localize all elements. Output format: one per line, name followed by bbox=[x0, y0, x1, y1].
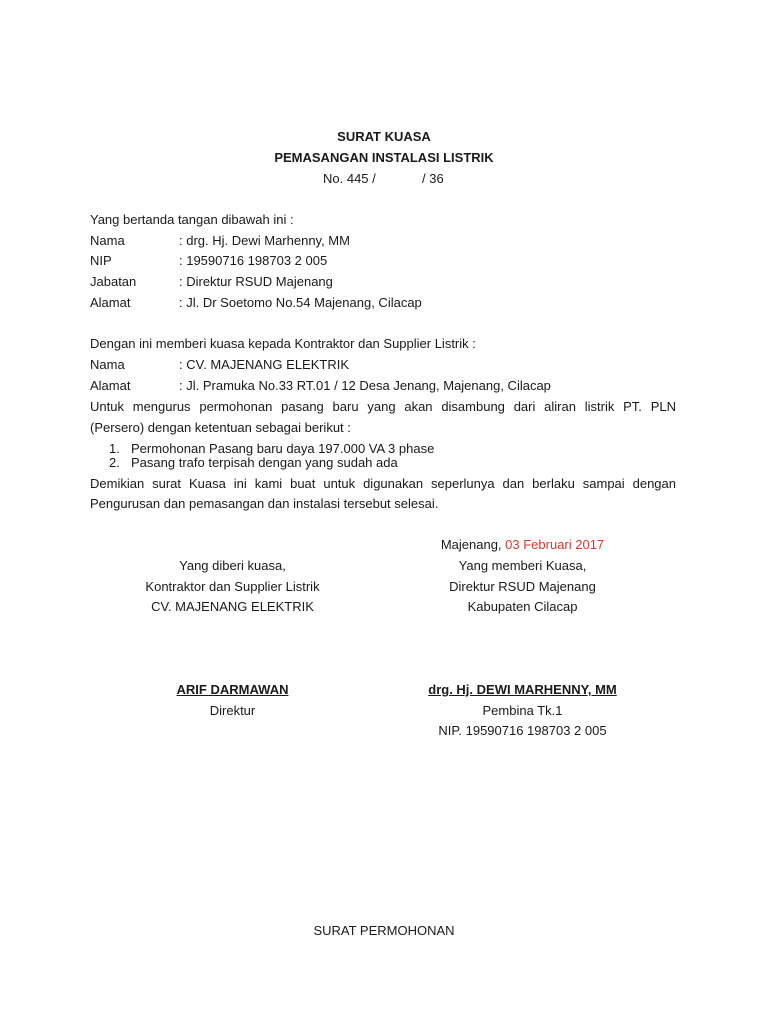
sig-right-name: drg. Hj. DEWI MARHENNY, MM bbox=[428, 682, 617, 697]
closing-line-2: Pengurusan dan pemasangan dan instalasi tersebut selesai. bbox=[90, 496, 439, 511]
grantor-position-label: Jabatan bbox=[90, 274, 137, 289]
grantor-position-value: : Direktur RSUD Majenang bbox=[179, 274, 333, 289]
grantee-name-label: Nama bbox=[90, 357, 125, 372]
grantee-name-value: : CV. MAJENANG ELEKTRIK bbox=[179, 357, 350, 372]
list-item-number: 1. bbox=[109, 441, 120, 456]
grantor-address-label: Alamat bbox=[90, 295, 131, 310]
grantor-nip-label: NIP bbox=[90, 253, 112, 268]
list-item-text: Pasang trafo terpisah dengan yang sudah ada bbox=[131, 455, 398, 470]
document-title: SURAT KUASA bbox=[337, 129, 431, 144]
grantee-intro: Dengan ini memberi kuasa kepada Kontraktor dan Supplier Listrik : bbox=[90, 336, 476, 351]
grantee-address-label: Alamat bbox=[90, 378, 131, 393]
sig-right-position: Pembina Tk.1 bbox=[482, 703, 563, 718]
document-subtitle: PEMASANGAN INSTALASI LISTRIK bbox=[274, 150, 494, 165]
document-number-prefix: No. 445 / bbox=[323, 171, 376, 186]
signing-date bbox=[380, 537, 665, 552]
sig-left-name-wrap bbox=[90, 682, 375, 697]
sig-left-position: Direktur bbox=[209, 703, 256, 718]
grantor-name-label: Nama bbox=[90, 233, 125, 248]
sig-left-name: ARIF DARMAWAN bbox=[176, 682, 289, 697]
grantor-nip-value: : 19590716 198703 2 005 bbox=[179, 253, 328, 268]
document-number-suffix: / 36 bbox=[422, 171, 444, 186]
grantor-address-value: : Jl. Dr Soetomo No.54 Majenang, Cilacap bbox=[179, 295, 422, 310]
list-item-number: 2. bbox=[109, 455, 120, 470]
footer-text: SURAT PERMOHONAN bbox=[313, 923, 455, 938]
sig-right-name-wrap bbox=[380, 682, 665, 697]
sig-left-line-1: Yang diberi kuasa, bbox=[179, 558, 286, 573]
sig-right-line-2: Direktur RSUD Majenang bbox=[449, 579, 596, 594]
sig-left-line-3: CV. MAJENANG ELEKTRIK bbox=[151, 599, 314, 614]
sig-right-nip: NIP. 19590716 198703 2 005 bbox=[438, 723, 607, 738]
signing-place: Majenang, bbox=[440, 537, 506, 552]
signing-date-value: 03 Februari 2017 bbox=[505, 537, 605, 552]
grantee-address-value: : Jl. Pramuka No.33 RT.01 / 12 Desa Jenang, Majenang, Cilacap bbox=[179, 378, 551, 393]
sig-right-line-3: Kabupaten Cilacap bbox=[467, 599, 578, 614]
grantor-name-value: : drg. Hj. Dewi Marhenny, MM bbox=[179, 233, 350, 248]
list-item-text: Permohonan Pasang baru daya 197.000 VA 3 phase bbox=[131, 441, 435, 456]
grantor-intro: Yang bertanda tangan dibawah ini : bbox=[90, 212, 294, 227]
closing-line-1: Demikian surat Kuasa ini kami buat untuk digunakan seperlunya dan berlaku sampai dengan bbox=[90, 476, 676, 491]
sig-right-line-1: Yang memberi Kuasa, bbox=[458, 558, 587, 573]
sig-left-line-2: Kontraktor dan Supplier Listrik bbox=[145, 579, 320, 594]
purpose-line-2: (Persero) dengan ketentuan sebagai berikut : bbox=[90, 420, 351, 435]
purpose-line-1: Untuk mengurus permohonan pasang baru yang akan disambung dari aliran listrik PT. PLN bbox=[90, 399, 676, 414]
